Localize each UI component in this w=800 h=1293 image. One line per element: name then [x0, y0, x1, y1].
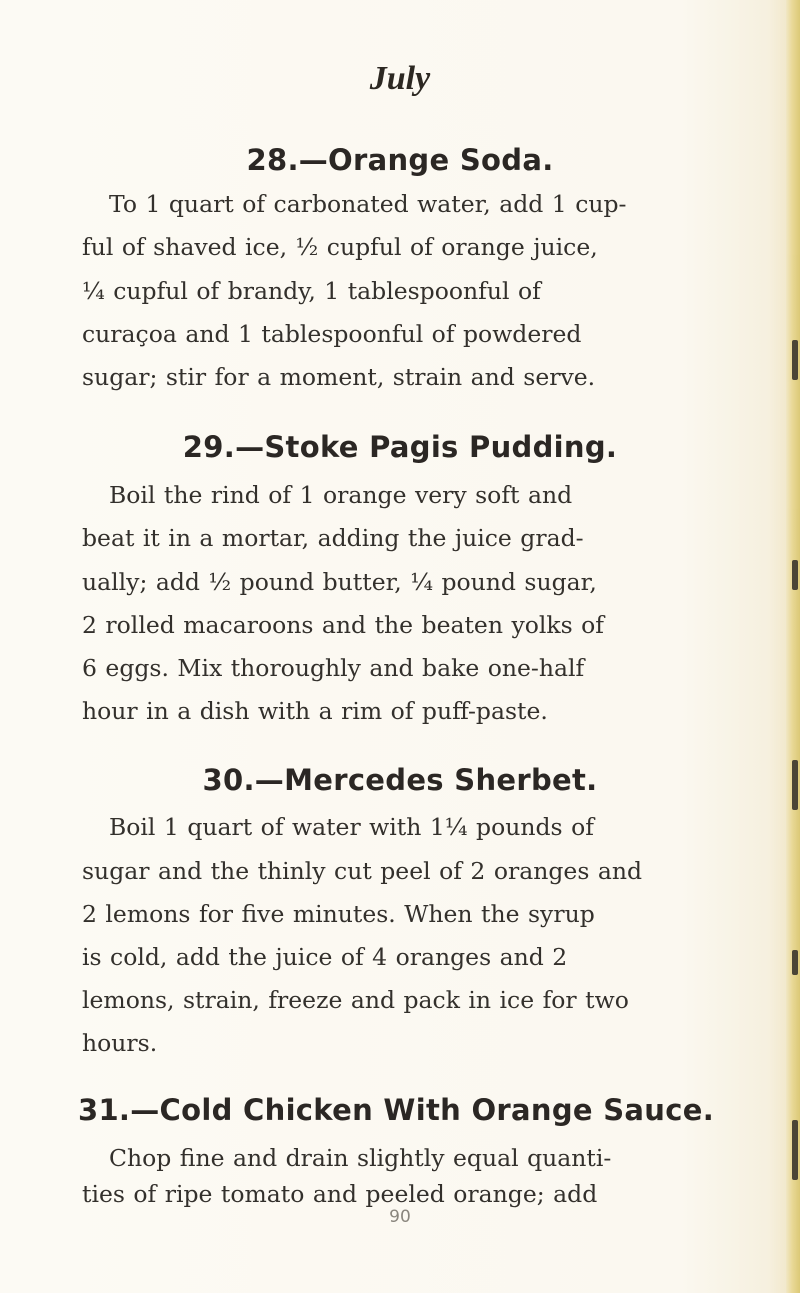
edge-mark	[792, 560, 798, 590]
recipe-line: lemons, strain, freeze and pack in ice for two	[82, 986, 629, 1014]
running-head: July	[369, 60, 431, 97]
recipe-heading: 30.—Mercedes Sherbet.	[202, 763, 598, 797]
recipe-line: beat it in a mortar, adding the juice grad-	[82, 524, 584, 552]
recipe-line: 2 lemons for five minutes. When the syrup	[82, 900, 595, 928]
recipe-line: is cold, add the juice of 4 oranges and 2	[82, 943, 568, 971]
recipe-line: To 1 quart of carbonated water, add 1 cup-	[109, 190, 627, 218]
recipe-line: ful of shaved ice, ½ cupful of orange juice,	[82, 233, 598, 261]
recipe-line: hours.	[82, 1029, 158, 1057]
recipe-line: sugar; stir for a moment, strain and serve.	[82, 363, 596, 391]
recipe-line: Boil the rind of 1 orange very soft and	[109, 481, 573, 509]
recipe-line: ties of ripe tomato and peeled orange; add	[82, 1180, 598, 1208]
recipe-heading: 28.—Orange Soda.	[246, 143, 554, 177]
edge-mark	[792, 1120, 798, 1180]
recipe-line: curaçoa and 1 tablespoonful of powdered	[82, 320, 582, 348]
edge-mark	[792, 950, 798, 975]
recipe-heading: 29.—Stoke Pagis Pudding.	[182, 430, 618, 464]
recipe-line: ¼ cupful of brandy, 1 tablespoonful of	[82, 277, 541, 305]
recipe-line: sugar and the thinly cut peel of 2 oranges and	[82, 857, 643, 885]
recipe-line: Boil 1 quart of water with 1¼ pounds of	[109, 813, 594, 841]
page-number: 90	[389, 1207, 411, 1227]
edge-mark	[792, 340, 798, 380]
recipe-line: Chop fine and drain slightly equal quanti-	[109, 1144, 612, 1172]
recipe-heading: 31.—Cold Chicken With Orange Sauce.	[77, 1093, 715, 1127]
recipe-line: ually; add ½ pound butter, ¼ pound sugar,	[82, 568, 597, 596]
recipe-line: hour in a dish with a rim of puff-paste.	[82, 697, 548, 725]
recipe-line: 2 rolled macaroons and the beaten yolks of	[82, 611, 605, 639]
recipe-line: 6 eggs. Mix thoroughly and bake one-half	[82, 654, 585, 682]
